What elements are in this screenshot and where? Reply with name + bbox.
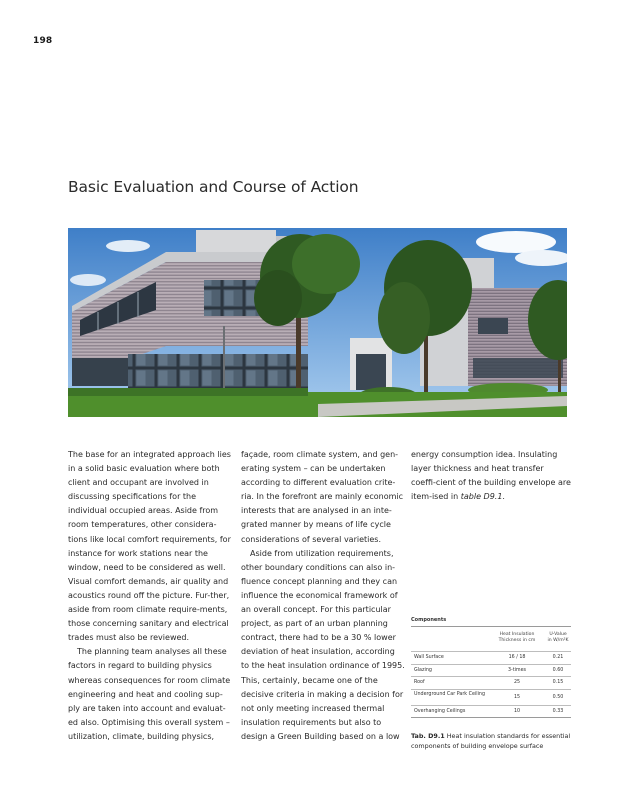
insulation-table bbox=[411, 617, 571, 718]
cell-component: Glazing bbox=[414, 667, 432, 673]
paragraph: Aside from utilization requirements, other boundary conditions can also in-fluence concept planning and they can influence the economical framework of an overall concept. For this particular project, as part of an urban planning contract, there had to be a 30 % lower deviation of heat insulation, according to the heat insulation ordinance of 1995. This, certainly, became one of the decisive criteria in making a decision for not only meeting increased thermal insulation requirements but also to design a Green Building based on a low bbox=[241, 548, 405, 741]
header-insulation-line1: Heat Insulation bbox=[499, 632, 535, 637]
paragraph-end: . bbox=[502, 492, 505, 502]
body-column-2 bbox=[241, 448, 405, 744]
table-row bbox=[411, 664, 571, 677]
cell-u-value: 0.15 bbox=[552, 680, 564, 685]
cell-insulation: 3-times bbox=[507, 667, 527, 673]
building-exterior-photo bbox=[68, 228, 567, 417]
cell-component: Wall Surface bbox=[414, 655, 444, 660]
cell-u-value: 0.21 bbox=[552, 655, 564, 660]
cell-insulation: 10 bbox=[513, 708, 521, 714]
page-number: 198 bbox=[33, 36, 53, 46]
cell-component: Roof bbox=[414, 680, 425, 685]
paragraph bbox=[411, 448, 571, 504]
cell-insulation: 15 bbox=[513, 694, 521, 700]
paragraph: The base for an integrated approach lies in a solid basic evaluation where both client and occupant are involved in discussing specifications for the individual occupied areas. Aside from room temperatures, other considera-tions like local comfort requirements, for instance for work stations near the window, need to be considered as well. Visual comfort demands, air quality and acoustics round off the picture. Fur-ther, aside from room climate require-ments, those concerning sanitary and electrical trades must also be reviewed. bbox=[68, 450, 231, 643]
header-u-line1: U-Value bbox=[549, 632, 567, 637]
cell-insulation: 16 / 18 bbox=[508, 655, 526, 660]
cell-u-value: 0.60 bbox=[552, 667, 564, 673]
header-u-value bbox=[543, 632, 573, 644]
cell-insulation: 25 bbox=[513, 680, 521, 685]
paragraph: façade, room climate system, and gen-erating system – can be undertaken according to different evaluation crite-ria. In the forefront are mainly economic interests that are analysed in an inte-grated manner by means of life cycle considerations of several varieties. bbox=[241, 450, 404, 544]
cell-u-value: 0.33 bbox=[552, 708, 564, 714]
table-row bbox=[411, 651, 571, 664]
table-header bbox=[411, 627, 571, 651]
paragraph: The planning team analyses all these factors in regard to building physics whereas consequences for room climate engineering and heat and cooling sup-ply are taken into account and evaluat-ed also. Optimising this overall system – utilization, climate, building physics, bbox=[68, 647, 231, 741]
table-row bbox=[411, 705, 571, 718]
body-column-3 bbox=[411, 448, 571, 504]
table-reference: table D9.1 bbox=[460, 492, 503, 502]
table-title: Components bbox=[411, 617, 447, 623]
header-insulation-line2: Thickness in cm bbox=[498, 638, 536, 643]
paragraph-text: energy consumption idea. Insulating layer thickness and heat transfer coeffi-cient of the building envelope are item-ised in bbox=[411, 450, 571, 502]
table-bottom-rule bbox=[411, 717, 571, 718]
table-row bbox=[411, 676, 571, 689]
table-caption bbox=[411, 731, 575, 751]
body-column-1 bbox=[68, 448, 232, 744]
caption-label: Tab. D9.1 bbox=[411, 732, 445, 740]
caption-text: Heat insulation standards for essential components of building envelope surface bbox=[411, 732, 571, 751]
header-u-line2: in W/m²K bbox=[547, 638, 569, 643]
cell-component: Overhanging Ceilings bbox=[414, 708, 466, 714]
section-title: Basic Evaluation and Course of Action bbox=[68, 178, 359, 196]
table-row bbox=[411, 689, 571, 705]
cell-component: Underground Car Park Ceiling bbox=[414, 691, 485, 697]
header-insulation bbox=[489, 632, 545, 644]
cell-u-value: 0.50 bbox=[552, 694, 564, 700]
